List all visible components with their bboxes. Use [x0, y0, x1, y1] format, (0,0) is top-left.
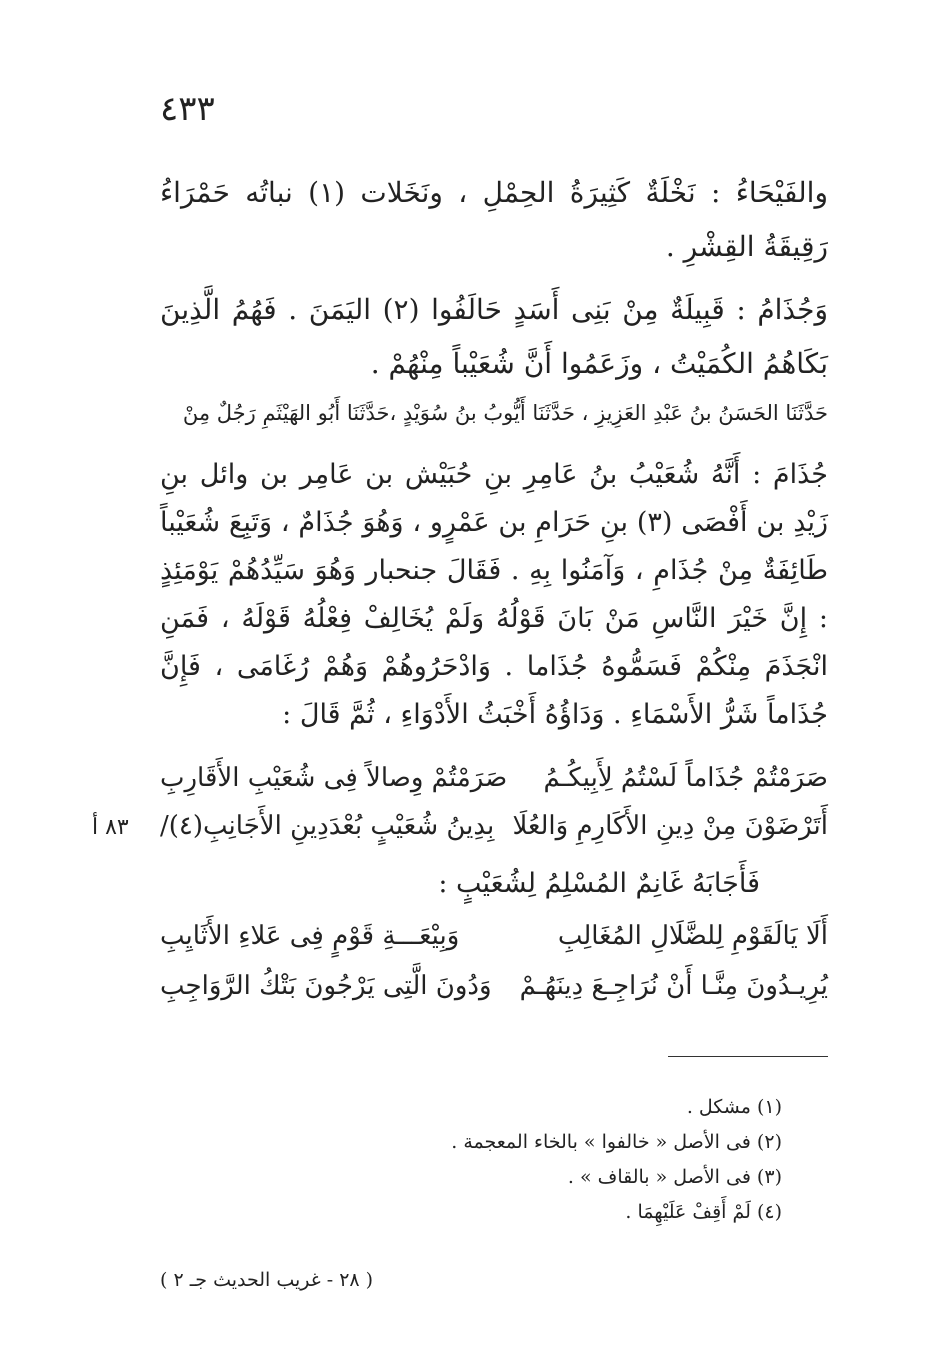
verse-second-hemistich: صَرَمْتُمْ وِصالاً فِى شُعَيْبِ الأَقَارِبِ [160, 763, 508, 793]
verse-first-hemistich: يُرِيـدُونَ مِنَّـا أَنْ نُرَاجِـعَ دِينَهُـمْ [519, 971, 828, 1001]
isnad-text: حَدَّثَنَا الحَسَنُ بنُ عَبْدِ العَزِيزِ ، حَدَّثَنَا أَيُّوبُ بنُ سُوَيْدٍ ،حَدَّثَنَا أَبُو الهَيْثَمِ رَجُلٌ مِنْ [182, 401, 828, 425]
margin-folio-note: ٨٣ أ [92, 815, 129, 840]
running-footer: ( ٢٨ - غريب الحديث جـ ٢ ) [160, 1269, 374, 1291]
verse-line [160, 962, 828, 1010]
verse-first-hemistich: أَتَرْضَوْنَ مِنْ دِينِ الأَكَارِمِ وَالعُلَا [512, 811, 828, 841]
footnote-divider [668, 1056, 828, 1057]
footnote: (١) مشكل . [686, 1096, 782, 1118]
verse-line [160, 912, 828, 960]
verse-second-hemistich: بِدِينُ شُعَيْبٍ بُعْدَدِينِ الأَجَانِبِ(٤)/ [160, 811, 495, 841]
verse-line [160, 802, 828, 850]
paragraph-judham [160, 283, 828, 391]
footnote: (٤) لَمْ أَقِفْ عَلَيْهِمَا . [625, 1201, 782, 1223]
paragraph-text: جُذَامَ : أَنَّهُ شُعَيْبُ بنُ عَامِرِ بنِ حُبَيْش بن عَامِر بن وائل بنِ زَيْدِ بن أَفْصَى (٣) بنِ حَرَامِ بن عَمْرٍو ، وَهُوَ جُذَامٌ ، وَتَبِعَ شُعَيْباً طَائِفَةٌ مِنْ جُذَامِ ، وَآمَنُوا بِهِ . فَقَالَ جنحبار وَهُوَ سَيِّدُهُمْ يَوْمَئِذٍ : إِنَّ خَيْرَ النَّاسِ مَنْ بَانَ قَوْلُهُ وَلَمْ يُخَالِفْ فِعْلُهُ قَوْلَهُ ، فَمَنِ انْجَذَمَ مِنْكُمْ فَسَمُّوهُ جُذَاما . وَادْحَرُوهُمْ وَهُمْ رُغَامَى ، فَإِنَّ جُذَاماً شَرُّ الأَسْمَاءِ . وَدَاؤُهُ أَخْبَثُ الأَدْوَاءِ ، ثُمَّ قَالَ : [160, 459, 829, 730]
verse-second-hemistich: وَبِيْعَـــةِ قَوْمٍ فِى عَلاءِ الأَثَايِبِ [160, 921, 460, 951]
reply-intro: فَأَجَابَهُ غَانِمٌ المُسْلِمُ لِشُعَيْبٍ : [438, 868, 760, 899]
verse-line [160, 754, 828, 802]
footnote: (٢) فى الأصل « خالفوا » بالخاء المعجمة . [451, 1131, 782, 1153]
paragraph-text: وَجُذَامُ : قَبِيلَةٌ مِنْ بَنِى أَسَدٍ حَالَفُوا (٢) اليَمَنَ . فَهُمُ الَّذِينَ بَكَاهُمُ الكُمَيْتُ ، وزَعَمُوا أَنَّ شُعَيْباً مِنْهُمْ . [160, 293, 828, 380]
verse-second-hemistich: وَدُونَ الَّتِى يَرْجُونَ بَتْكُ الرَّوَاجِبِ [160, 971, 492, 1001]
paragraph-shuayb [160, 451, 828, 739]
paragraph-text: والفَيْحَاءُ : نَخْلَةٌ كَثِيرَةُ الحِمْلِ ، ونَخَلات (١) نباتُه حَمْرَاءُ رَقِيقَةُ القِشْرِ . [160, 176, 828, 263]
verse-first-hemistich: أَلَا يَالَقَوْمِ لِلضَّلَالِ المُغَالِبِ [557, 921, 828, 951]
footnotes [282, 1090, 782, 1230]
isnad-line [160, 398, 828, 428]
verse-first-hemistich: صَرَمْتُمْ جُذَاماً لَسْتُمُ لِأَبِيكُـمُ [543, 763, 828, 793]
footnote: (٣) فى الأصل « بالقاف » . [567, 1166, 782, 1188]
paragraph-fayha [160, 166, 828, 274]
page-number: ٤٣٣ [160, 89, 215, 129]
